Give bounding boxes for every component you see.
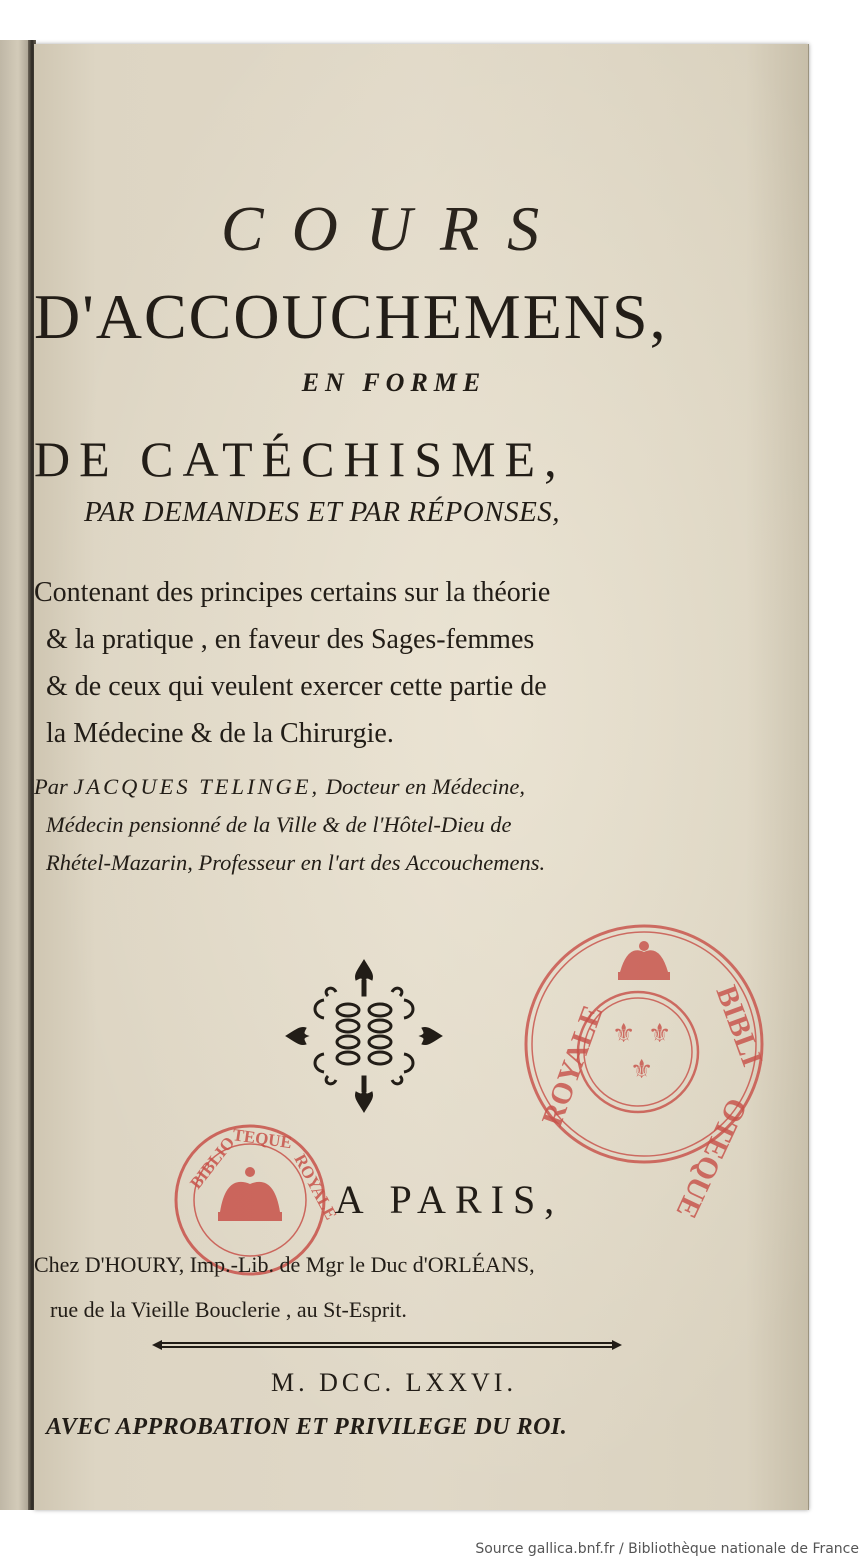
title-accouchemens: D'ACCOUCHEMENS, — [34, 281, 668, 352]
title-page — [34, 44, 809, 1510]
description-line: & la pratique , en faveur des Sages-femmes — [46, 624, 535, 655]
svg-text:ROYALE: ROYALE — [535, 1001, 610, 1131]
svg-text:⚜: ⚜ — [612, 1019, 636, 1048]
author-prefix: Par — [34, 774, 68, 799]
author-block — [34, 768, 694, 882]
author-name: JACQUES TELINGE, — [73, 774, 321, 799]
previous-page-edge — [0, 40, 30, 1510]
description-line: & de ceux qui veulent exercer cette partie de — [46, 671, 547, 702]
publisher-line: Chez D'HOURY, Imp.-Lib. de Mgr le Duc d'ORLÉANS, — [34, 1252, 535, 1277]
svg-text:BIBLIO: BIBLIO — [186, 1133, 239, 1193]
description-line: Contenant des principes certains sur la théorie — [34, 577, 551, 608]
publisher-block — [34, 1242, 696, 1332]
library-stamp-large — [520, 920, 770, 1224]
subtitle-par-demandes: PAR DEMANDES ET PAR RÉPONSES, — [84, 496, 561, 528]
description-block — [34, 569, 694, 757]
approbation-line: AVEC APPROBATION ET PRIVILEGE DU ROI. — [46, 1414, 568, 1440]
decorative-rule — [152, 1338, 622, 1352]
author-line-3: Rhétel-Mazarin, Professeur en l'art des Accouchemens. — [46, 850, 546, 875]
svg-text:BIBLI: BIBLI — [709, 981, 769, 1071]
source-credit: Source gallica.bnf.fr / Bibliothèque nationale de France — [475, 1541, 859, 1557]
svg-text:TEQUE: TEQUE — [231, 1125, 294, 1153]
author-title: Docteur en Médecine, — [325, 774, 526, 799]
author-line-1 — [34, 768, 694, 806]
svg-text:⚜: ⚜ — [648, 1019, 672, 1048]
description-line: la Médecine & de la Chirurgie. — [46, 718, 394, 749]
author-line-2: Médecin pensionné de la Ville & de l'Hôtel-Dieu de — [46, 812, 512, 837]
imprint-city: A PARIS, — [334, 1177, 564, 1222]
svg-text:OTEQUE: OTEQUE — [669, 1093, 754, 1224]
subtitle-en-forme: EN FORME — [301, 368, 487, 397]
printers-ornament — [284, 956, 444, 1116]
subtitle-catechisme: DE CATÉCHISME, — [34, 431, 566, 487]
title-cours: COURS — [220, 193, 568, 264]
svg-text:ROYALE: ROYALE — [290, 1150, 341, 1223]
svg-text:⚜: ⚜ — [630, 1055, 654, 1084]
publication-date: M. DCC. LXXVI. — [271, 1368, 517, 1397]
publisher-line: rue de la Vieille Bouclerie , au St-Esprit. — [50, 1297, 407, 1322]
